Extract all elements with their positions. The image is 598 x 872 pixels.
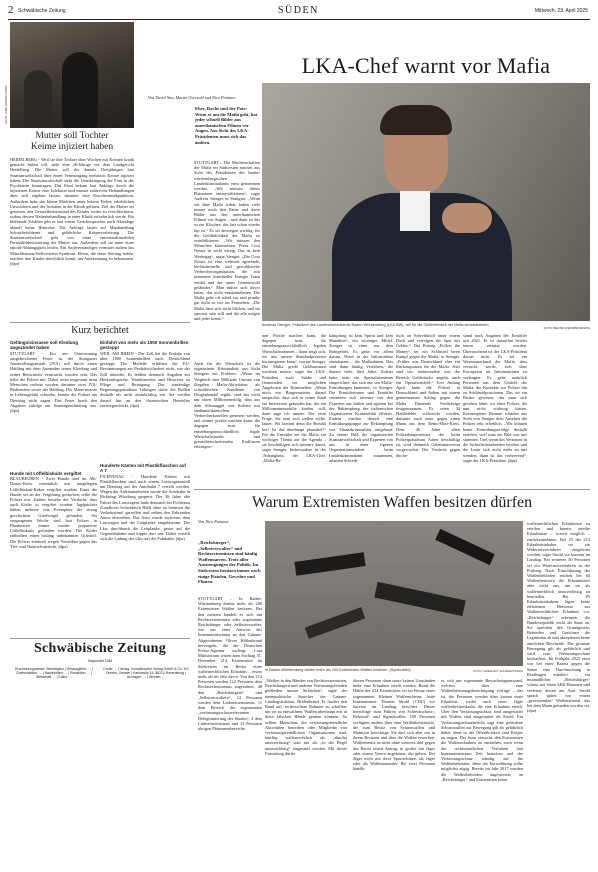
person-hair (380, 105, 452, 135)
story1-headline-line2: Keime injiziert haben (30, 142, 114, 152)
person-silhouette (62, 52, 98, 128)
kurz-item-1-body: STUTTGART - Ein am Ostersonntag ausgebrochenes Feuer in der Stuttgarter Justizvollzugsanstalt (JVA) soll durch einen Häftling mit dem Anzünden seiner Kleidung und seiner Bettwäsche verursacht worden sein. Das teilte die Polizei mit. Dabei seien insgesamt neun Menschen verletzt worden, darunter zwei JVA-Bedienstete sowie der Häftling. Der Mann musste in Lebensgefahr schwebe, konnte die Polizei am Dienstag nicht sagen. Das Feuer brach den Angaben zufolge am Sonntagnachmittag aus. (dpa) (10, 350, 97, 414)
waffen-authors: Von Nico Pointner (198, 519, 229, 524)
person-collar (400, 191, 430, 231)
imprint-rule (10, 638, 190, 639)
kurz-item-1-title: Gefängnisinsasse soll Kleidung angezündet haben (10, 340, 79, 351)
person-silhouette-2 (24, 70, 52, 128)
kurz-item-4-body: FICHTENAU - Hunderte Kästen mit Plastikflaschen sind nach einem Lastwagenunfall am Dienstag auf der Autobahn 7 verteilt worden. Wegen der Aufräumarbeiten wurde die Autobahn in Richtung Würzburg gesperrt. Der 36 Jahre alte Fahrer des Lastwagens hatte demnach bei Fichtenau (Landkreis Schwäbisch Hall) ohne zu bremsen die Verkehrsinsel getroffen und neben den Fahrenden Autos übersehen. Das Auto wurde zwischen dem Lastwagen und der Leitplanke eingeklemmt. Der Lkw durchbrach die Leitplanke, geriet auf die Gegenfahrbahn und kippte dort um. Dabei verteilt sich die Ladung des Lkw auf der Fahrbahn. (dpa) (100, 473, 190, 542)
lka-photo (262, 83, 590, 321)
gun-4 (435, 529, 494, 565)
lka-authors: Von David Nau, Martin Oversohl und Nico Pointner (148, 95, 236, 100)
paper-name: Schwäbische Zeitung (18, 8, 66, 14)
lka-col5: tisch an Schreibtisch unter einem Dach und verfolgen die Spur des Geldes.“ Das Prinzip „Follow the Money“ sei ein Schlüssel beim Kampf gegen die Mafia, so Stenger. „Früher war Deutschland eher ein Rückzugsraum für die Mafia. Jetzt sind wir, insbesondere was der Bereich Geldwäsche angeht, auch ein Operationsfeld.“ Erst Anfang April hatte die Polizei in Deutschland und Italien mit einem gemeinsamen Schlag gegen die Mafia Dutzende Verdächtige festgenommen. Es seien 34 Haftbefehle vollstreckt worden, darunter auch einer gegen einen Mann aus dem Rems-Murr-Kreis. Dem 46 Jahre alten Polizeihauptmeister, der beim Polizeipräsidium Aalen beschäftigt ist, wird demnach Geheimnisverrat vorgeworfen. Der Verdacht gegen ihn be- (396, 333, 460, 458)
waffen-teaser: „Reichsbürger“, „Selbstverwalter“ und Rechtsextremisten sind häufig Waffennarren. Trotz aller Anstrengungen der Politik: Im Südwesten besitzen immer noch einige Pistolen, Gewehre und Flinten. (198, 540, 261, 585)
kurz-item-3-title: Einfahrt von mehr als 1000 Sonnenbrillen gestoppt (100, 340, 189, 351)
waffen-rule (194, 489, 590, 490)
gun-1 (294, 552, 365, 576)
waffen-col2: „Waffen in den Händen von Rechtsextremisten, Reichsbürgern und anderen Verfassungsfeinden gefährden unsere Sicherheit“, sagte der innenpolitische Sprecher der Grünen-Landtagsfraktion, Hildenbrand. Er fordert den Bund auf, rechtssichere Rahmen zu schaffen, um sie zu entwaffnen. Waffen überhaupt erst in diese falschen Hände geraten könnten. So sollten Menschen, die verfassungsfeindliche Aktivitäten betreiben oder Mitglieder von verfassungsfeindlichen Organisationen sind, künftig waffenrechtlich als „absolut unzuverlässig“ statt nur als „in der Regel unzuverlässig“ eingestuft werden. Mit dieser Einstufung dürfte (265, 678, 347, 756)
court-photo (10, 22, 134, 128)
story1-body: HEIDELBERG - Weil sie ihre Tochter über Wochen mit Keimen krank gemacht haben soll, steht eine 26-Jährige vor dem Landgericht Heidelberg. Die Mutter soll der damals Dreijährigen laut Staatsanwaltschaft über einen Venenzugang mehrfach Keime injiziert haben. Die Staatsanwaltschaft sieht die Unterbringung der Frau in der Psychiatrie beantragen. Das Kind bekam laut Anklage durch die injizierten Keime eine Infektion und musste zahlreiche Behandlungen über sich ergehen lassen, darunter eine Knochenmarkpunktion. Außerdem habe das kleine Mädchen unter hohem Fieber, erheblichen Unwohlsein und der Isolation in der Klinik gelitten. Ziel der Mutter sei gewesen, den Gesundheitszustand des Kindes weiter zu verschlechtern, sodass dessen Weiterbehandlung in einer Klinik erforderlich werde. Für bleibende Schäden gibt es laut einem Gerichtssprecher nach Aktenlage aktuell keine Hinweise. Die Anklage lautet auf Misshandlung Schutzbefohlener und gefährliche Körperverletzung. Die Staatsanwaltschaft geht von einer emotionalinstabilen Persönlichkeitsstörung der Mutter aus. Außerdem soll sie unter einer opioid-Abhängigkeit leiden. Ein Sachverständiger vermutet zudem das Münchhausen-Stellvertreter-Syndrom. Eltern, die diese Störung haben, machen ihre Kinder absichtlich krank, um Anerkennung zu bekommen. (dpa) (10, 157, 134, 267)
section-title: SÜDEN (278, 5, 319, 16)
lka-teaser: Ehre, Rache und der Pate: Wenn es um die Mafia geht, hat jeder schnell Bilder aus amerikanischen Filmen vor Augen. Aus Sicht des LKA-Präsidenten muss sich das ändern. (195, 106, 258, 145)
imprint-col1: Erscheinungsweise: Werktäglich | Herausgeber: ... | Chefredaktion: ... | Nachrichten: ... | Redaktion: ... | Wirtschaft: ... | Kultur: ... (15, 667, 93, 680)
imprint-col2: Druck: ... | Verlag: Schwäbischer Verlag GmbH & Co. KG Drexler, Gessler | Karlstraße 16, 88212 Ravensburg | Anzeigen: ... | Vertrieb: ... (103, 667, 189, 680)
kurz-column-b (100, 340, 190, 634)
waffen-photo-credit: FOTO: GREGORY SCHWARTZ/DPA (473, 669, 523, 673)
lka-photo-credit: FOTO: BERND WEISSBROD/DPA (543, 326, 590, 330)
waffen-col5: waffenrechtlichen Erlaubnisse zu erteilen und bereits erteilte Erlaubnisse – soweit möglich – zurückzunehmen. Bei 25 der 214 Erlaubnisinhaber sei ein Widerrufsverfahren eingeleitet worden, sagte Strobl vor kurzem im Landtag. Bei weiteren 30 Personen sei ein Widerrufsverfahren in der Prüfung. Nach Einschätzung der Waffenbehörden reichen bei 64 Waffenbesitzern die Erkenntnisse aber nicht aus, um sie als waffenrechtlich unzuverlässig zu beurteilen. Bei 85 Erlaubnisinhabern lägen keine effizienten Hinweise zur Waffenrechtlichen Erlaubnis vor. „Reichsbürger“ erkennen die Bundesrepublik nicht als Staat an. Sie sprechen den Grundgesetz, Behörden und Gerichten die Legitimität ab und akzeptieren keine amtlichen Bescheide. Die gesamte Bewegung gilt als gefährlich und wird vom Verfassungsschutz beobachtet. Im Frühjahr 2023 etwa war bei einer Razzia gegen die Szene eine Durchsuchung in Reutlingen eskaliert – ein mutmaßlicher „Reichsbürger“ schoss auf einen SEK-Beamten und verletzte diesen am Arm. Strobl sprach später von einem „gravierenden“ Waffenarsenal, das bei dem Mann gefunden worden sei. (dpa) (527, 521, 590, 714)
imprint-founded: Gegründet 1945 (87, 659, 113, 663)
lka-col2: Auch für die Wirtschaft ist die organisierte Kriminalität aus Sicht Stengers ein Problem. „Wenn im Vergleich eine Milliarde Umsatz von illegalen Mafia-Aktivitäten als schwäbischen Kaufleute von Drogenhandel ergibt, sind das nicht nur einen Millionenerfolg, dass aus dem Schmuggel von Kokain mit stadtamerikanischen Verbrecherkartellen generiert werden, und immer profite machen kann, die dagegen trotz für entstehungsausschließlich legale Wirtschaftsmarkt und grenzüberschreitenden Einflüssen erbringen.“ (194, 361, 260, 450)
kurz-rule (10, 322, 190, 323)
kurz-item-4-title: Hunderte Kästen mit Plastikflaschen auf A 7 (100, 462, 187, 474)
lka-col6: stand nach Angaben der Ermittler seit 2021. Er ist daraufhin bereits intern versetzt worden. Überraschend ist der LKA-Präsident davon nicht. Es sei ein Wesensmerkmal der Mafia, dass versucht werde, sich über Korruption an Informationen zu verlangen. Es gehe natürlich Personen aus dem Umfeld der Mafia, die Kontakte zur Polizei hin zu Schlüsselpositionen. Das sei ein Risiko gewesen, das man sich gesehen hätte, wo einer Polizei, die nun nicht wirkung hätten. Korrumpierte Beamte schaden aus Sicht von Stenger dem Ansehen der Polizei sehr erheblich. „Wir können keine Ermittlungserfolge deshalb erzielen, weil man ein Bild von uns stimmen. Und wenn das Vertrauen in die Sicherheitsbehörden erodiert und die Leute sich nicht mehr an uns wenden, dann ist das verheerend“, sagte der LKA-Präsident. (dpa) (463, 333, 527, 463)
lka-headline: LKA-Chef warnt vor Mafia (301, 53, 551, 78)
lka-photo-caption: Andreas Stenger, Präsident des Landeskriminalamts Baden-Württemberg (LKA BW), will für die Gefährlichkeit der Mafia sensibilisieren. (262, 323, 490, 327)
story1-headline (10, 131, 134, 153)
left-photo-credit: FOTO: UWE ANSPACH/DPA (4, 85, 8, 124)
lka-col1: STUTTGART – Die Machenschaften der Mafia im Südwesten müssen aus Sicht des Präsidenten des baden-württembergischen Landeskriminalamts ernst genommen werden. „Wir müssen dieses Phänomen entmystifizieren“, sagte Andreas Stenger in Stuttgart. „Wenn wir über Mafia reden, haben viele immer noch den Paten und diese Bilder aus den amerikanischen Filmen vor Augen – und dann ist das so ein Klischee, das fast schon wieder hip ist.“ Es sei deswegen wichtig, für die Gefährlichkeit der Mafia zu sensibilisieren. „Wir müssen den Menschen klarmachen: Pizza Cosa Nostra ist nicht witzig. Das ist kein Werbegag“, sagte Stenger. „Die Cosa Nostra ist eine weltweit agierende, hochkriminelle und gewaltbereite Verbrecherorganisation, die mit immenser krimineller Energie Taten verübt und der unser Gemeinwohl gefährdet.“ Man müsse sich davor hüten, das nicht ernstzunehmen. Die Mafia gehe oft subtil vor und prunke gar nicht so wie im Fernsehen. „Die Mafia lässt sich nicht blicken, und sie operiert sehr still und die alle mögen und jeder kennt.“ (194, 160, 260, 322)
kurz-item-3-body: WEIL AM RHEIN - Der Zoll hat die Einfuhr von über 1000 Sonnenbrillen nach Deutschland gestoppt. Die Modelle erfüllten die EU-Bestimmungen zur Produktsicherheit nicht, wie der Zoll mitteilte. Es fehlten demnach Angaben zur Herkunftsgeräte, Warnhinweise und Hinweise zu Pflege und Reinigung. Das zuständige Regierungspräsidium Tübingen stufte die Brillen deshalb als nicht einfuhrfähig ein. Sie werden darauf hin an den chinesischen Hersteller zurückgeschickt. (dpa) (100, 350, 190, 408)
lka-col4: kämpfung ist kein Sprint und kein Marathon“, ein wichtiges Mittel. Stenger ist einer aus dem Ruhrgebiet, Es gehe vor allem darum, Netze in die Infrastruktur einzubauen – die Maßnahmen. Das sind dann häufig Verfahren, die dauern viele, fünf Jahre. Zuletzt hatte man ein Spezialistenteam eingerichtet, das sich nur um Mafia-Ermittlungen kümmere, so Stenger. Die Ermittlerinnen und Ermittler vernetzen sich intensiv mit den Experten aus Italien und agieren bei der Bekämpfung der italienischen Organisierten Kriminalität effektiv. Zudem würden derzeit eine Ermittlungsgruppe zur Bekämpfung von Finanzkriminalität aufgebaut. Zu einem Bild der organisierten Staatsanwaltschaft und Experten von uns in einer eigenen Organisationseinheit beim Landeskriminalamt zusammen, arbeiten Schreib- (329, 333, 393, 463)
gun-2 (374, 582, 465, 616)
waffen-headline: Warum Extremisten Waffen besitzen dürfen (251, 494, 533, 511)
waffen-col3: diesen Personen dann unter keinen Umständen mehr eine Erlaubnis erteilt werden. Rund die Hälfte der 214 Extremisten sei im Besitz eines sogenannten Kleinen Waffenscheins, hatte Innenminister Thomas Strobl (CDU) vor kurzem im Landtag berichtet. Dieser berechtige zum Führen von Schreckschuss-, Reizstoff- und Signalwaffen. 100 Personen verfügten zudem über eine Waffenbesitzkarte, die zum Besitz von Schusswaffen und Munition berechtige. Sie darf sich aber nur in ihrem Besitzen und über die Waffen erwerben. Waffenbesitz ist nicht ohne weiteres darf gegen das Recht ersten Antrag, in großer ein Jäger oder einem Verein angehören, die gelten. Der Jäger nicht mit ihrer Sportschütze, als Jäger oder als Waffensammler. Bei zwei Personen handle (353, 678, 435, 772)
kurz-item-2-title: Hunde mit Löffelbiskuits vergiftet (10, 470, 82, 476)
date: Mittwoch, 23. April 2025 (534, 8, 588, 14)
page-number: 2 (8, 4, 14, 16)
waffen-col4: es sich um sogenannte Bewachungspersonal, welches über eine Waffenbesitzungsberechtigung verfüge – das ist, die Personen werden über kosten einer Erlaubnis, weder auch einer Jäger waffenbesitzerlaubt, die eine Erlaubnis erteilt. Über den Verfassungsschutz sind ausgestattet mit Waffen sind ausgestattet als Strobl. Ein Verfassungsschutzbericht sagt eine gelaufene Schusswaffen zur Bewegung gilt als gefährlich dabei, denn in der Öffentlichkeit sind Körper zu tragen. Der Staat versucht, den Extremisten die Waffenerlaubnis zu entziehen, auch wenn die rechtsstaatlichen Verfahren laut Innenministerium Zeit brauchen und der Verfassungsschutz ständig auf die Waffenbehörden, denn die Entwaffnung sollte möglichst zügig. Bereits im Jahr 2017 wurden die Waffenbehörden angewiesen, an „Reichsbürger“ und Extremisten keine (441, 678, 523, 782)
page-header (8, 4, 590, 18)
kurz-column-a (10, 340, 97, 626)
gun-3 (305, 607, 365, 639)
waffen-col1: STUTTGART – In Baden-Württemberg dürfen mehr als 200 Extremisten Waffen besitzen. Bei den meisten handelt es sich um Rechtsextremisten oder sogenannte Reichsbürger oder Selbstverwalter, wie aus einer Antwort des Innenministeriums an den Grünen-Abgeordneten Oliver Hildenbrand hervorgeht, die der Deutschen Presse-Agentur vorliegt. Laut Ministerium waren zum Stichtag 31. Dezember 214 Extremisten im Südwesten im Besitz einer waffenrechtlichen Erlaubnis – etwas mehr als im Jahr davor. Von den 214 Personen werden 122 Personen dem Rechtsextremismus zugeordnet, 48 den „Reichsbürgern“ und „Selbstverwaltern“, 12 Personen werden dem Linksextremismus, 11 dem Bereich der sogenannten „verfassungsschutzrelevanten Delegitimierung des Staates“, 4 dem Linksextremismus und 13 Personen übrigen Phänomenbereiche. (198, 596, 262, 732)
kurz-item-2-body: BLAUBEUREN - Zwei Hunde sind im Alb-Donau-Kreis vermutlich mit ausgelegten Löffelbiskuit-Kekse vergiftet worden. Einer der Hunde sei an der Vergiftung gestorben, teilte die Polizei mit. Zudem bestehe der Verdacht, dass auch Köder so vergiftet worden. Jagdpächter hätten mehrere rote Exemplare der streng geschichten Grieftvögel gefunden. Sei vergangenen Woche sind laut Polizei in Blaubeuren immer wieder präparierte Löffelbiskuits gefunden worden. Die Köder enthielten einen bislang unbekannten Giftstoff. Die Polizei ermittelt wegen Verstößen gegen das Tier- und Naturschutzrecht. (dpa) (10, 476, 97, 549)
kurz-title: Kurz berichtet (71, 325, 129, 336)
header-rule (8, 19, 590, 20)
lka-col3: mer Profite machen kann, die dagegen trotz für entstehungsausschließlich legalen Wirtschaftsräumen – dann zeigt sich, wo uns unsere Standardprozesse korrumpieren kann“, warnte Stenger. Die Mafia greife Geldsummen wachsen müsse, sagte der LKA-Präsident auch Städte und Gemeinden vor möglichen Angeboten der Kriminellen. „Wenn mich ein Bürgermeister darauf ansprichst, dass sich in seiner Stadt ein Interessent gefunden hat, der ein Millionenimmobilie kaufen will, dann sage ich immer: Der erste Frage, die man sich stellen sollte, lautet: Wo kommt denn die Bonität her? Ist das überhaupt plausibel?“ Für die Ermittler sei die Mafia ein wichtiges Thema auf der Agenda – sie beschäftigen sich intensiv damit, sagte Stenger. Insbesondere in der ‚Ndrangheta, der LKA-Chef. „Mafia-Be- (262, 333, 326, 463)
waffen-photo-caption: In Baden-Württemberg dürfen mehr als 200 Extremisten Waffen besitzen. (Symbolbild) (265, 668, 411, 672)
imprint-logo: Schwäbische Zeitung (33, 641, 167, 656)
person-hand (442, 203, 492, 233)
story1-headline-line1: Mutter soll Tochter (35, 131, 109, 141)
imprint-box (10, 641, 190, 867)
waffen-photo (265, 521, 523, 666)
